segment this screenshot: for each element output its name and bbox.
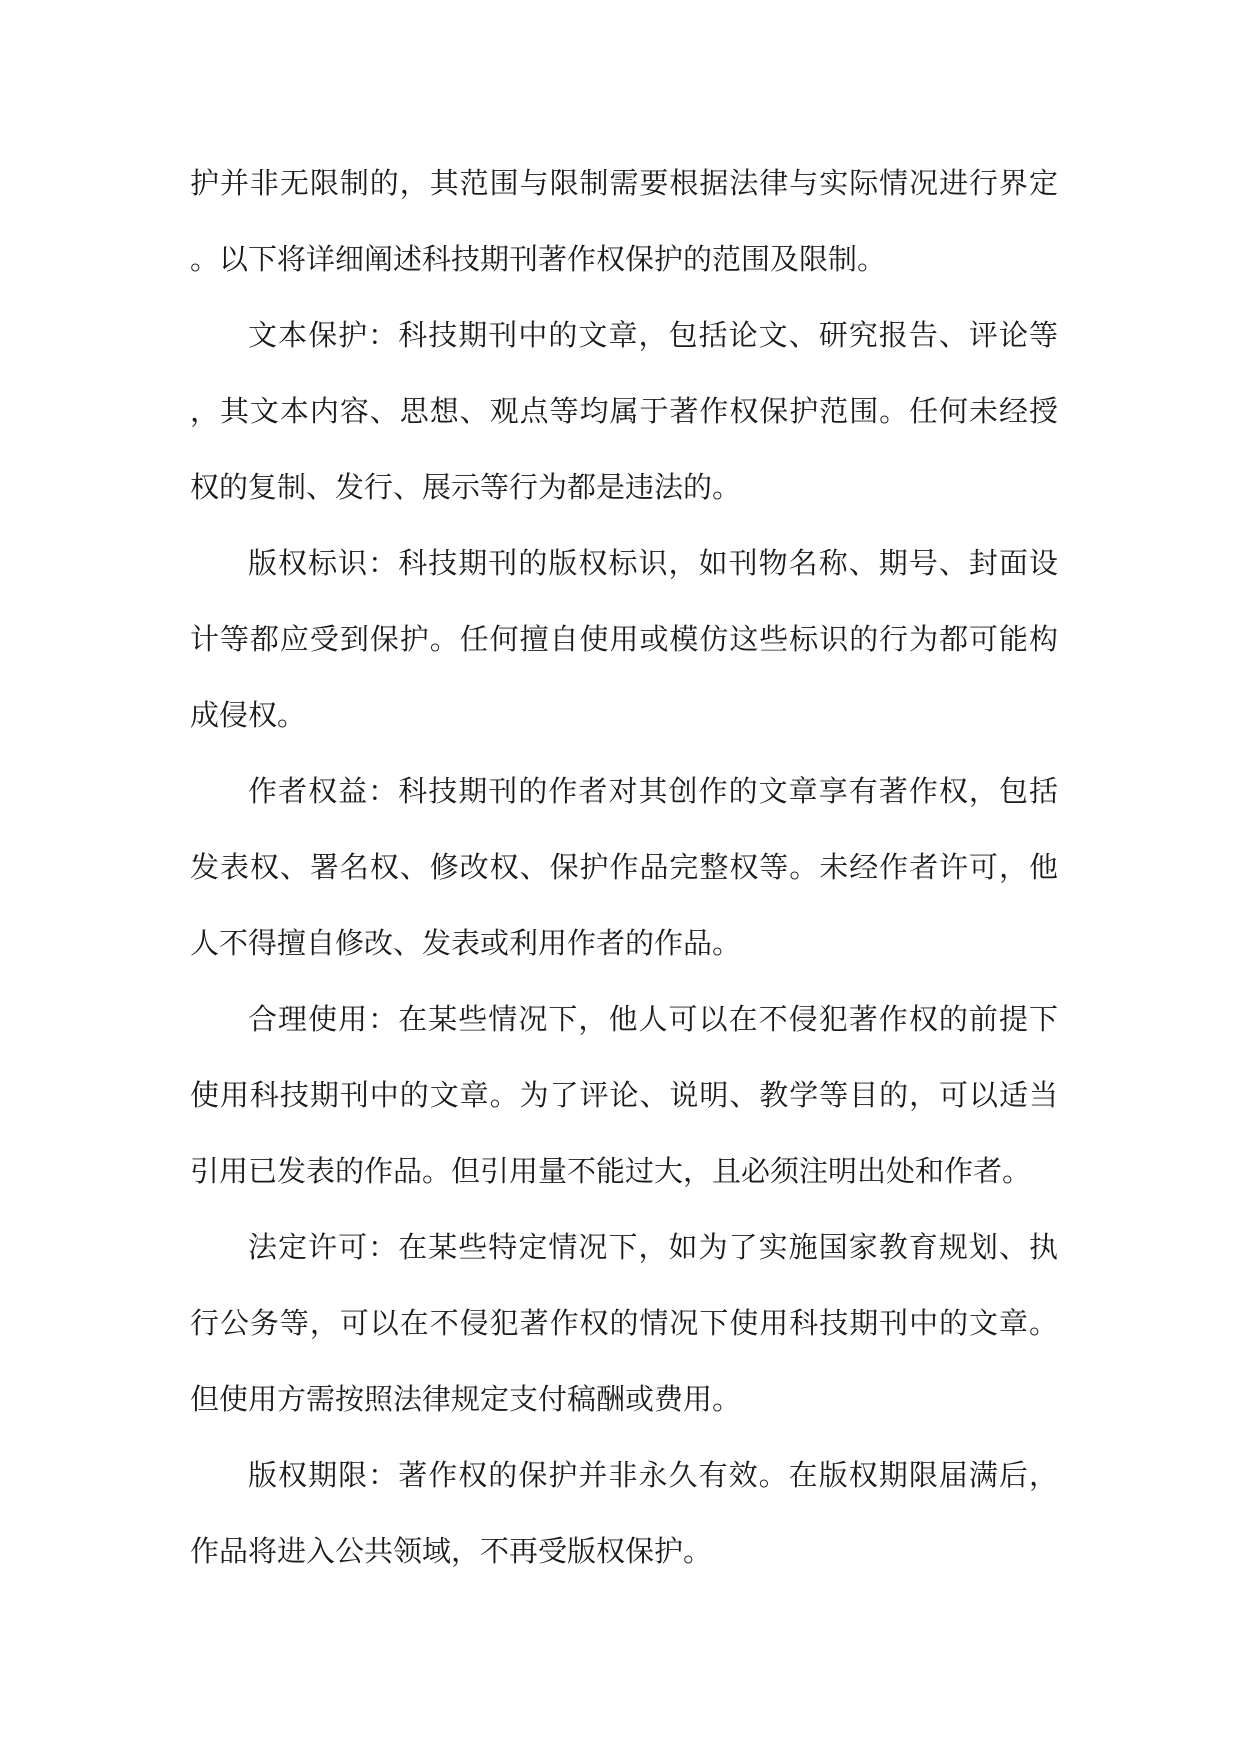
- paragraph-author-rights: 作者权益：科技期刊的作者对其创作的文章享有著作权，包括发表权、署名权、修改权、保护作品完整权等。未经作者许可，他人不得擅自修改、发表或利用作者的作品。: [190, 774, 1058, 960]
- document-body: [190, 145, 1058, 1589]
- paragraph-scope-intro: 护并非无限制的，其范围与限制需要根据法律与实际情况进行界定。以下将详细阐述科技期刊著作权保护的范围及限制。: [190, 166, 1058, 276]
- paragraph-text-protection: 文本保护：科技期刊中的文章，包括论文、研究报告、评论等，其文本内容、思想、观点等均属于著作权保护范围。任何未经授权的复制、发行、展示等行为都是违法的。: [190, 318, 1058, 504]
- paragraph-copyright-mark: 版权标识：科技期刊的版权标识，如刊物名称、期号、封面设计等都应受到保护。任何擅自使用或模仿这些标识的行为都可能构成侵权。: [190, 546, 1058, 732]
- paragraph-copyright-term: 版权期限：著作权的保护并非永久有效。在版权期限届满后，作品将进入公共领域，不再受版权保护。: [190, 1458, 1058, 1568]
- paragraph-statutory-license: 法定许可：在某些特定情况下，如为了实施国家教育规划、执行公务等，可以在不侵犯著作权的情况下使用科技期刊中的文章。但使用方需按照法律规定支付稿酬或费用。: [190, 1230, 1058, 1416]
- paragraph-fair-use: 合理使用：在某些情况下，他人可以在不侵犯著作权的前提下使用科技期刊中的文章。为了评论、说明、教学等目的，可以适当引用已发表的作品。但引用量不能过大，且必须注明出处和作者。: [190, 1002, 1058, 1188]
